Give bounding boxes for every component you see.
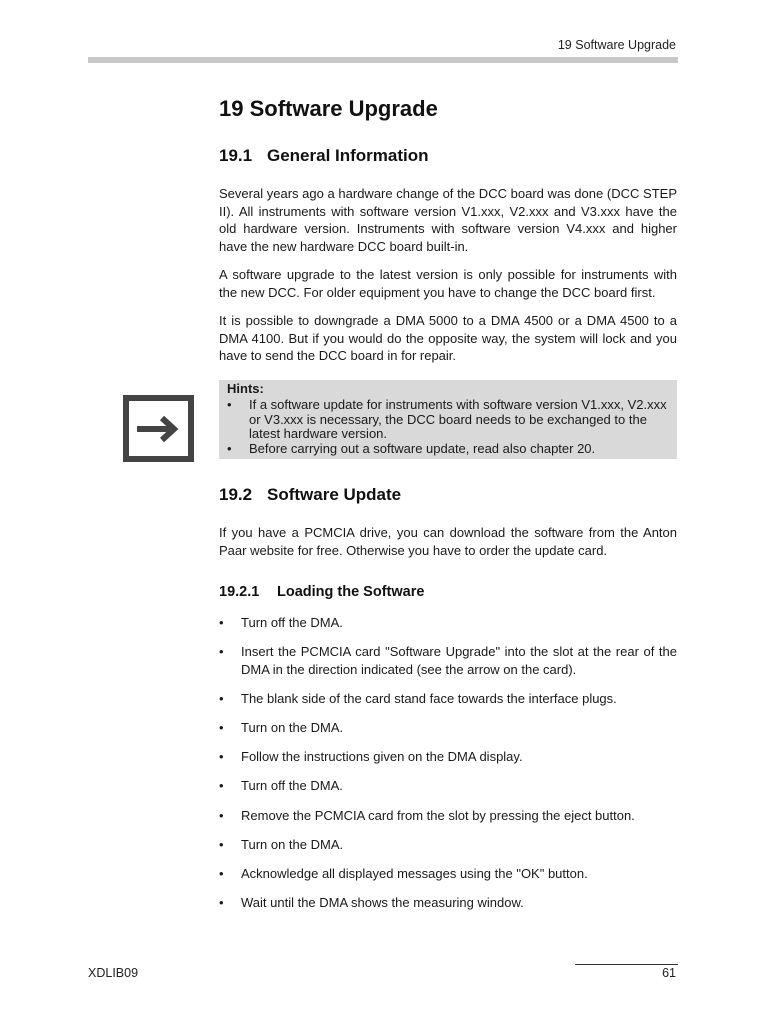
step-text: Follow the instructions given on the DMA display. bbox=[241, 749, 523, 765]
bullet: • bbox=[219, 778, 224, 794]
header-rule bbox=[88, 57, 678, 63]
bullet: • bbox=[219, 895, 224, 911]
section-number: 19.1 bbox=[219, 146, 253, 165]
step-item bbox=[219, 748, 677, 766]
step-text: Wait until the DMA shows the measuring window. bbox=[241, 895, 524, 911]
step-text: The blank side of the card stand face towards the interface plugs. bbox=[241, 690, 617, 706]
bullet: • bbox=[219, 807, 224, 823]
running-header: 19 Software Upgrade bbox=[557, 38, 676, 52]
arrow-right-box-icon bbox=[123, 395, 194, 462]
bullet: • bbox=[227, 440, 232, 456]
step-text: Remove the PCMCIA card from the slot by pressing the eject button. bbox=[241, 807, 635, 823]
section-heading-software-update bbox=[219, 485, 677, 505]
step-text: Turn on the DMA. bbox=[241, 720, 344, 736]
steps-list bbox=[219, 614, 677, 912]
step-text: Acknowledge all displayed messages using the "OK" button. bbox=[241, 866, 588, 881]
subsection-number: 19.2.1 bbox=[219, 584, 260, 600]
bullet: • bbox=[219, 615, 224, 630]
bullet: • bbox=[219, 836, 224, 852]
subsection-heading-loading-the-software bbox=[219, 584, 677, 600]
step-item bbox=[219, 836, 677, 854]
chapter-title: 19 Software Upgrade bbox=[219, 96, 438, 121]
subsection-title: Loading the Software bbox=[277, 584, 425, 600]
footer-rule bbox=[575, 964, 678, 965]
section-heading-general-information bbox=[219, 146, 677, 166]
bullet: • bbox=[219, 644, 224, 660]
hints-title: Hints: bbox=[227, 380, 264, 396]
section-number: 19.2 bbox=[219, 485, 253, 504]
step-text: Insert the PCMCIA card "Software Upgrade" into the slot at the rear of the DMA in the direction indicated (see the arrow on the card). bbox=[241, 644, 677, 677]
step-item bbox=[219, 807, 677, 825]
bullet: • bbox=[219, 866, 224, 881]
paragraph: A software upgrade to the latest version is only possible for instruments with the new DCC. For older equipment you have to change the DCC board first. bbox=[219, 267, 677, 300]
page-number: 61 bbox=[662, 966, 676, 980]
section-title: General Information bbox=[267, 146, 429, 165]
bullet: • bbox=[219, 720, 224, 736]
step-text: Turn off the DMA. bbox=[241, 778, 343, 794]
step-item bbox=[219, 719, 677, 737]
step-item bbox=[219, 614, 677, 632]
bullet: • bbox=[219, 690, 224, 706]
hint-text: Before carrying out a software update, read also chapter 20. bbox=[249, 440, 596, 456]
section-title: Software Update bbox=[267, 485, 402, 504]
paragraph: Several years ago a hardware change of the DCC board was done (DCC STEP II). All instruments with software version V1.xxx, V2.xxx and V3.xxx have the old hardware version. Instruments with software version V4.xxx and higher have the new hardware DCC board built-in. bbox=[219, 186, 677, 254]
step-text: Turn on the DMA. bbox=[241, 836, 344, 852]
step-item bbox=[219, 894, 677, 912]
step-item bbox=[219, 865, 677, 883]
bullet: • bbox=[227, 397, 232, 412]
bullet: • bbox=[219, 749, 224, 765]
hint-item bbox=[227, 442, 669, 457]
hint-item bbox=[227, 398, 669, 442]
paragraph: It is possible to downgrade a DMA 5000 to a DMA 4500 or a DMA 4500 to a DMA 4100. But if you would do the opposite way, the system will lock and you have to send the DCC board in for repair. bbox=[219, 313, 677, 363]
step-text: Turn off the DMA. bbox=[241, 615, 343, 630]
step-item bbox=[219, 690, 677, 708]
page-content bbox=[219, 96, 677, 923]
step-item bbox=[219, 643, 677, 678]
hint-text: If a software update for instruments with software version V1.xxx, V2.xxx or V3.xxx is necessary, the DCC board needs to be exchanged to the latest hardware version. bbox=[249, 397, 667, 441]
footer-doc-code: XDLIB09 bbox=[88, 966, 139, 980]
hints-box bbox=[219, 380, 677, 460]
hints-list bbox=[227, 398, 669, 456]
step-item bbox=[219, 777, 677, 795]
paragraph: If you have a PCMCIA drive, you can download the software from the Anton Paar website for free. Otherwise you have to order the update card. bbox=[219, 525, 677, 558]
